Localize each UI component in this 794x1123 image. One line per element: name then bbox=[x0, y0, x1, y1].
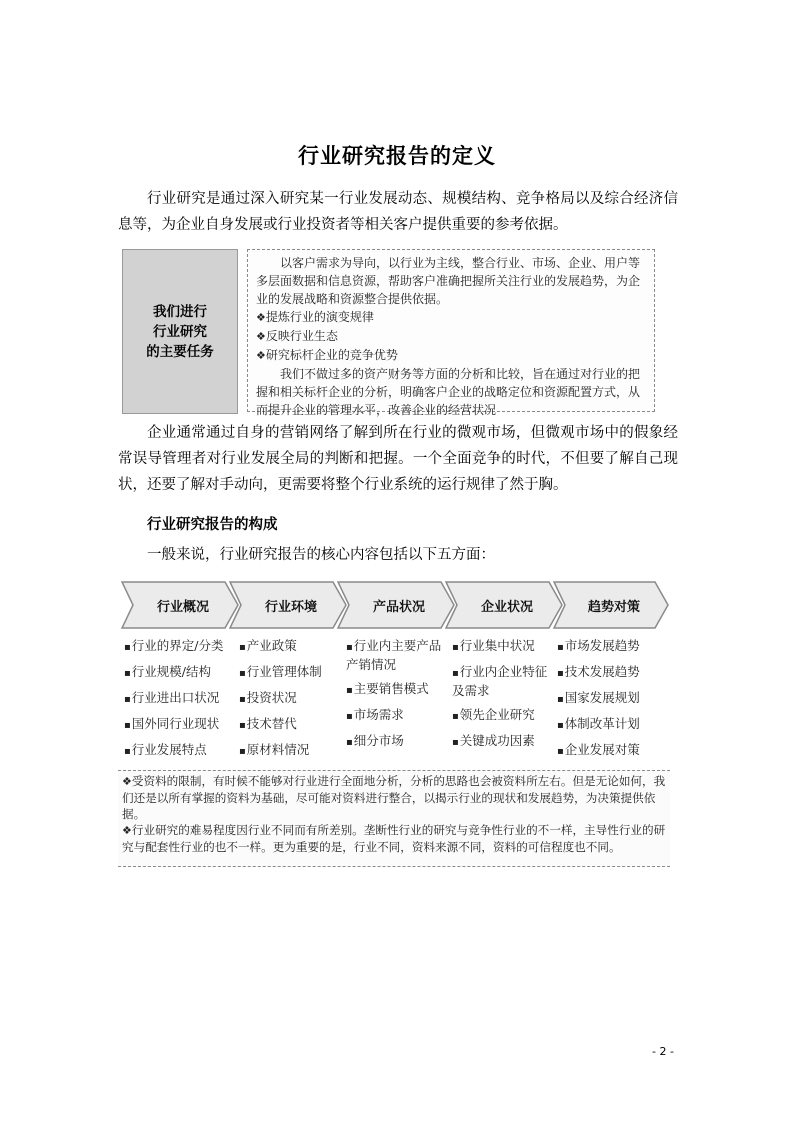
chevron-label: 行业环境 bbox=[264, 599, 317, 615]
diamond-bullet-icon bbox=[256, 329, 266, 343]
list-item: ▪ 技术发展趋势 bbox=[557, 663, 669, 682]
task-box-content bbox=[247, 249, 655, 417]
list-item: ▪ 体制改革计划 bbox=[557, 715, 669, 734]
notes-box bbox=[118, 770, 670, 867]
list-item: ▪ 行业发展特点 bbox=[124, 741, 236, 760]
list-item: ▪ 行业的界定/分类 bbox=[124, 637, 236, 656]
list-item: ▪ 国家发展规划 bbox=[557, 689, 669, 708]
task-box-label bbox=[122, 249, 238, 414]
task-bullet: ❖ 提炼行业的演变规律 bbox=[256, 308, 648, 327]
page-title: 行业研究报告的定义 bbox=[298, 144, 496, 168]
task-intro-text: 以客户需求为导向，以行业为主线，整合行业、市场、企业、用户等多层面数据和信息资源，帮助客户准确把握所关注行业的发展趋势，为企业的发展战略和资源整合提供依据。 bbox=[256, 256, 641, 306]
list-item: ▪ 市场发展趋势 bbox=[557, 637, 669, 656]
list-item: ▪ 产业政策 bbox=[239, 637, 343, 656]
list-item: ▪ 行业内企业特征及需求 bbox=[452, 663, 550, 699]
chevron-label: 产品状况 bbox=[372, 599, 425, 615]
note-item: ❖ 行业研究的难易程度因行业不同而有所差别。垄断性行业的研究与竞争性行业的不一样，主导性行业的研究与配套性行业的也不一样。更为重要的是，行业不同，资料来源不同，资料的可信程度也不同。 bbox=[122, 822, 666, 855]
list-item: ▪ 主要销售模式 bbox=[346, 680, 446, 699]
page-number: - 2 - bbox=[652, 1045, 674, 1058]
list-item: ▪ 国外同行业现状 bbox=[124, 715, 236, 734]
list-item: ▪ 行业集中状况 bbox=[452, 637, 550, 656]
task-closing-text: 我们不做过多的资产财务等方面的分析和比较，旨在通过对行业的把握和相关标杆企业的分析，明确客户企业的战略定位和资源配置方式，从而提升企业的管理水平，改善企业的经营状况 bbox=[256, 367, 641, 417]
diamond-bullet-icon bbox=[122, 823, 132, 837]
list-item: ▪ 关键成功因素 bbox=[452, 732, 550, 751]
list-item: ▪ 行业进出口状况 bbox=[124, 689, 236, 708]
intro-paragraph: 行业研究是通过深入研究某一行业发展动态、规模结构、竞争格局以及综合经济信息等，为企业自身发展或行业投资者等相关客户提供重要的参考依据。 bbox=[118, 191, 678, 233]
chevron-step bbox=[121, 581, 239, 629]
diamond-bullet-icon bbox=[256, 310, 266, 324]
task-label-line: 我们进行 bbox=[153, 303, 207, 320]
list-item: ▪ 技术替代 bbox=[239, 715, 343, 734]
structure-chevron-row bbox=[121, 581, 669, 629]
section-intro: 一般来说，行业研究报告的核心内容包括以下五方面： bbox=[147, 547, 495, 563]
list-item: ▪ 原材料情况 bbox=[239, 741, 343, 760]
structure-column bbox=[452, 637, 550, 758]
chevron-step bbox=[337, 581, 455, 629]
chevron-step bbox=[445, 581, 563, 629]
note-item: ❖ 受资料的限制，有时候不能够对行业进行全面地分析，分析的思路也会被资料所左右。但是无论如何，我们还是以所有掌握的资料为基础，尽可能对资料进行整合，以揭示行业的现状和发展趋势，为决策提供依据。 bbox=[122, 773, 666, 822]
list-item: ▪ 行业管理体制 bbox=[239, 663, 343, 682]
list-item: ▪ 投资状况 bbox=[239, 689, 343, 708]
chevron-step bbox=[229, 581, 347, 629]
structure-column bbox=[346, 637, 446, 758]
structure-column bbox=[124, 637, 236, 767]
list-item: ▪ 市场需求 bbox=[346, 706, 446, 725]
list-item: ▪ 行业规模/结构 bbox=[124, 663, 236, 682]
chevron-step bbox=[553, 581, 669, 629]
task-bullet: ❖ 反映行业生态 bbox=[256, 327, 648, 346]
body-paragraph: 企业通常通过自身的营销网络了解到所在行业的微观市场，但微观市场中的假象经常误导管理者对行业发展全局的判断和把握。一个全面竞争的时代，不但要了解自己现状，还要了解对手动向，更需要将整个行业系统的运行规律了然于胸。 bbox=[118, 425, 678, 493]
structure-column bbox=[239, 637, 343, 767]
task-bullet: ❖ 研究标杆企业的竞争优势 bbox=[256, 346, 648, 365]
structure-column bbox=[557, 637, 669, 767]
section-heading: 行业研究报告的构成 bbox=[147, 517, 278, 533]
chevron-label: 趋势对策 bbox=[587, 599, 640, 615]
chevron-label: 企业状况 bbox=[480, 599, 533, 615]
diamond-bullet-icon bbox=[122, 774, 132, 788]
chevron-label: 行业概况 bbox=[156, 599, 209, 615]
diamond-bullet-icon bbox=[256, 348, 266, 362]
task-label-line: 的主要任务 bbox=[146, 343, 214, 360]
list-item: ▪ 行业内主要产品产销情况 bbox=[346, 637, 446, 673]
list-item: ▪ 企业发展对策 bbox=[557, 741, 669, 760]
task-label-line: 行业研究 bbox=[153, 323, 207, 340]
list-item: ▪ 领先企业研究 bbox=[452, 706, 550, 725]
list-item: ▪ 细分市场 bbox=[346, 732, 446, 751]
